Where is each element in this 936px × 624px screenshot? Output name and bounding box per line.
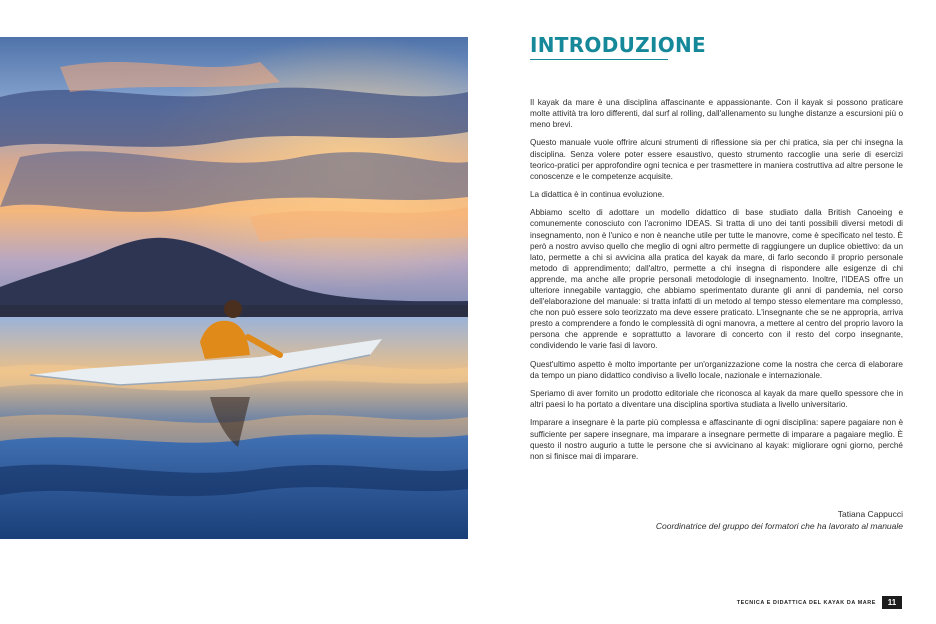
title-underline (530, 59, 668, 60)
paragraph: Speriamo di aver fornito un prodotto editoriale che riconosca al kayak da mare quello spessore che in altri paesi lo ha portato a diventare una disciplina sportiva studiata a livello universitario. (530, 389, 903, 410)
signature-name: Tatiana Cappucci (837, 509, 903, 519)
footer-book-title: TECNICA E DIDATTICA DEL KAYAK DA MARE (736, 599, 876, 606)
footer (737, 596, 902, 609)
signature (656, 508, 903, 532)
paragraph: Quest'ultimo aspetto è molto importante per un'organizzazione come la nostra che cerca di elaborare da tempo un piano didattico condiviso a livello locale, nazionale e internazionale. (530, 359, 903, 380)
paragraph: Questo manuale vuole offrire alcuni strumenti di riflessione sia per chi pratica, sia per chi insegna la disciplina. Senza volere poter essere esaustivo, questo strumento raccoglie una serie di esercizi teorico-pratici per approfondire ogni tecnica e per trasmettere in maniera costruttiva ad altre persone le conoscenze e le competenze acquisite. (530, 138, 903, 181)
paragraph: La didattica è in continua evoluzione. (530, 190, 665, 200)
page-number: 11 (882, 596, 902, 609)
paragraph: Imparare a insegnare è la parte più complessa e affascinante di ogni disciplina: sapere pagaiare non è sufficiente per sapere insegnare, ma imparare a insegnare permette di imparare a pagaiare meglio. È questo il nostro augurio a tutte le persone che si avvicinano al kayak: migliorare ogni giorno, perché non si finisce mai di imparare. (530, 418, 903, 461)
paragraph: Il kayak da mare è una disciplina affascinante e appassionante. Con il kayak si possono praticare molte attività tra loro differenti, dal surf al rolling, dall'allenamento su lunghe distanze a escursioni più o meno brevi. (530, 98, 903, 130)
kayak-sunset-photo (0, 37, 468, 539)
paragraph: Abbiamo scelto di adottare un modello didattico di base studiato dalla British Canoeing e comunemente conosciuto con l'acronimo IDEAS. Si tratta di uno dei tanti possibili diversi metodi di insegnamento, non è l'unico e non è neanche utile per tutte le manovre, come è specificato nel testo. È però a nostro avviso quello che meglio di ogni altro permette di raggiungere un duplice obiettivo: da un lato, permette a chi si avvicina alla pratica del kayak da mare, di farlo secondo il proprio personale metodo di apprendimento; dall'altro, permette a chi insegna di rispondere alle esigenze di chi apprende, ma anche alle proprie personali metodologie di insegnamento. Inoltre, l'IDEAS offre un ulteriore innegabile vantaggio, che abbiamo sperimentato durante gli anni di pandemia, nel corso dell'elaborazione del manuale: si tratta infatti di un metodo al tempo stesso elementare ma complesso, che non può essere solo teorizzato ma deve essere praticato. L'insegnante che se ne appropria, arriva presto a comprendere a fondo le complessità di ogni manovra, a mettere al centro del proprio lavoro la persona che apprende e soprattutto a lavorare di concerto con il resto del corpo insegnante, condividendo le varie fasi di lavoro. (530, 208, 903, 351)
page-title: INTRODUZIONE (530, 33, 707, 57)
signature-role: Coordinatrice del gruppo dei formatori che ha lavorato al manuale (655, 521, 903, 531)
body-text (530, 97, 903, 469)
